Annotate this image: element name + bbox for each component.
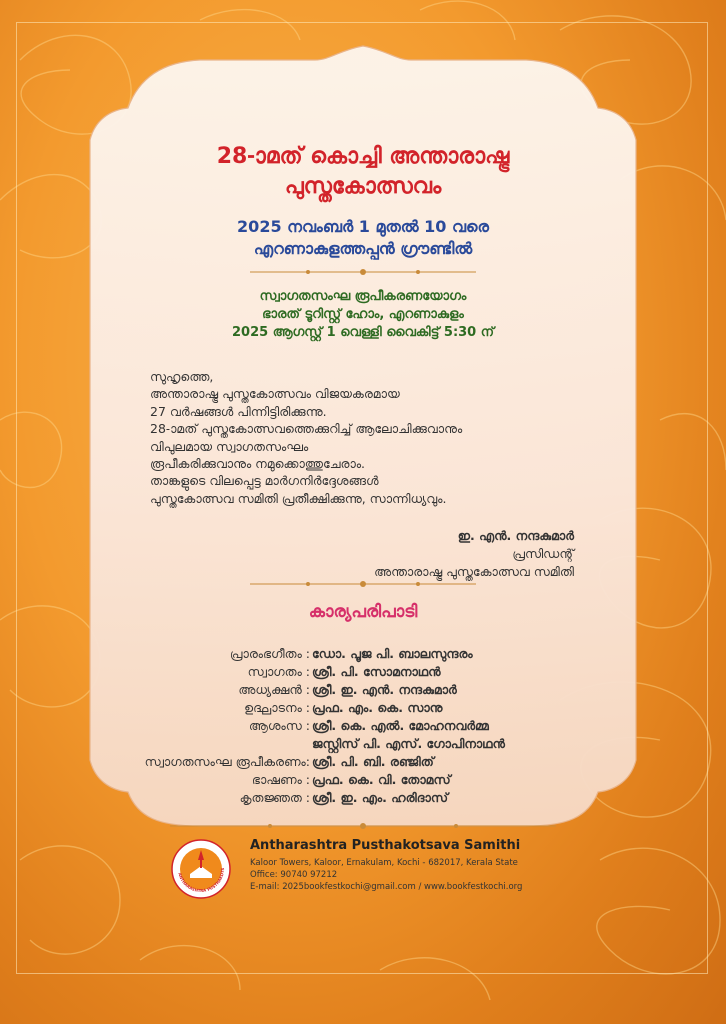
programme-row — [0, 700, 726, 718]
meeting-details — [0, 288, 726, 342]
programme-name: ഡോ. പൂജ പി. ബാലസുന്ദരം — [312, 646, 473, 661]
letter-line: 27 വർഷങ്ങൾ പിന്നിട്ടിരിക്കുന്നു. — [150, 403, 327, 419]
programme-row — [0, 664, 726, 682]
programme-row — [0, 754, 726, 772]
programme-name: പ്രഫ. എം. കെ. സാനു — [312, 700, 443, 715]
programme-name: പ്രഫ. കെ. വി. തോമസ് — [312, 772, 451, 787]
footer-org-name: Antharashtra Pusthakotsava Samithi — [250, 838, 521, 853]
programme-name: ശ്രീ. ഇ. എം. ഹരിദാസ് — [312, 790, 448, 805]
programme-name: ജസ്റ്റിസ് പി. എസ്. ഗോപിനാഥൻ — [312, 736, 505, 751]
programme-row — [0, 736, 726, 754]
date-line: 2025 നവംബർ 1 മുതൽ 10 വരെ — [237, 217, 489, 236]
programme-label: ആശംസ : — [248, 718, 310, 733]
event-dates — [0, 216, 726, 260]
samithi-logo — [170, 838, 232, 900]
programme-row — [0, 646, 726, 664]
programme-row — [0, 682, 726, 700]
meeting-line-2: ഭാരത് ടൂറിസ്റ്റ് ഹോം, എറണാകുളം — [262, 307, 464, 322]
programme-row — [0, 790, 726, 808]
letter-line: രൂപീകരിക്കുവാനും നമുക്കൊത്തുചേരാം. — [150, 456, 366, 472]
letter-line: താങ്കളുടെ വിലപ്പെട്ട മാർഗനിർദ്ദേശങ്ങൾ — [150, 473, 379, 489]
programme-name: ശ്രീ. കെ. എൽ. മോഹനവർമ്മ — [312, 718, 489, 733]
programme-name: ശ്രീ. പി. സോമനാഥൻ — [312, 664, 441, 679]
signatory-org: അന്താരാഷ്ട്ര പുസ്തകോത്സവ സമിതി — [374, 564, 574, 579]
programme-label: സ്വാഗതം : — [247, 664, 310, 679]
footer-office: Office: 90740 97212 — [250, 870, 338, 880]
meeting-line-3: 2025 ആഗസ്റ്റ് 1 വെള്ളി വൈകിട്ട് 5:30 ന് — [231, 325, 494, 340]
programme-label: ഉദ്ഘാടനം : — [244, 700, 310, 715]
signatory-name: ഇ. എൻ. നന്ദകുമാർ — [457, 528, 574, 543]
footer-contact — [250, 838, 522, 893]
programme-label: സ്വാഗതസംഘ രൂപീകരണം: — [144, 754, 310, 769]
title-line-2: പുസ്തകോത്സവം — [284, 174, 442, 199]
letter-line: 28-ാമത് പുസ്തകോത്സവത്തെക്കുറിച്ച് ആലോചിക്കുവാനും — [150, 421, 463, 437]
logo-text: ANTHARASHTRA PUSTHAKOTS — [177, 867, 226, 894]
programme-label: അധ്യക്ഷൻ : — [238, 682, 310, 697]
programme-heading: കാര്യപരിപാടി — [308, 602, 418, 622]
letter-line: അന്താരാഷ്ട്ര പുസ്തകോത്സവം വിജയകരമായ — [150, 386, 400, 402]
letter-line: പുസ്തകോത്സവ സമിതി പ്രതീക്ഷിക്കുന്നു, സാന്നിധ്യവും. — [150, 490, 447, 506]
programme-label: പ്രാരംഭഗീതം : — [229, 646, 310, 661]
programme-name: ശ്രീ. ഇ. എൻ. നന്ദകുമാർ — [312, 682, 457, 697]
letter-line: സുഹൃത്തെ, — [150, 369, 214, 384]
programme-row — [0, 772, 726, 790]
title-line-1: 28-ാമത് കൊച്ചി അന്താരാഷ്ട്ര — [216, 144, 510, 169]
programme-name: ശ്രീ. പി. ബി. രഞ്ജിത് — [312, 754, 434, 769]
invitation-letter — [150, 368, 610, 507]
programme-row — [0, 718, 726, 736]
footer-contact-line: E-mail: 2025bookfestkochi@gmail.com / www.bookfestkochi.org — [250, 882, 523, 892]
letter-line: വിപുലമായ സ്വാഗതസംഘം — [150, 438, 309, 454]
meeting-line-1: സ്വാഗതസംഘ രൂപീകരണയോഗം — [259, 289, 467, 304]
event-title — [0, 142, 726, 202]
venue-line: എറണാകുളത്തപ്പൻ ഗ്രൗണ്ടിൽ — [253, 239, 473, 258]
programme-label: ഭാഷണം : — [251, 772, 310, 787]
programme-label: കൃതജ്ഞത : — [239, 790, 310, 805]
signatory-role: പ്രസിഡന്റ് — [512, 546, 574, 561]
footer-address: Kaloor Towers, Kaloor, Ernakulam, Kochi - 682017, Kerala State — [250, 858, 518, 868]
